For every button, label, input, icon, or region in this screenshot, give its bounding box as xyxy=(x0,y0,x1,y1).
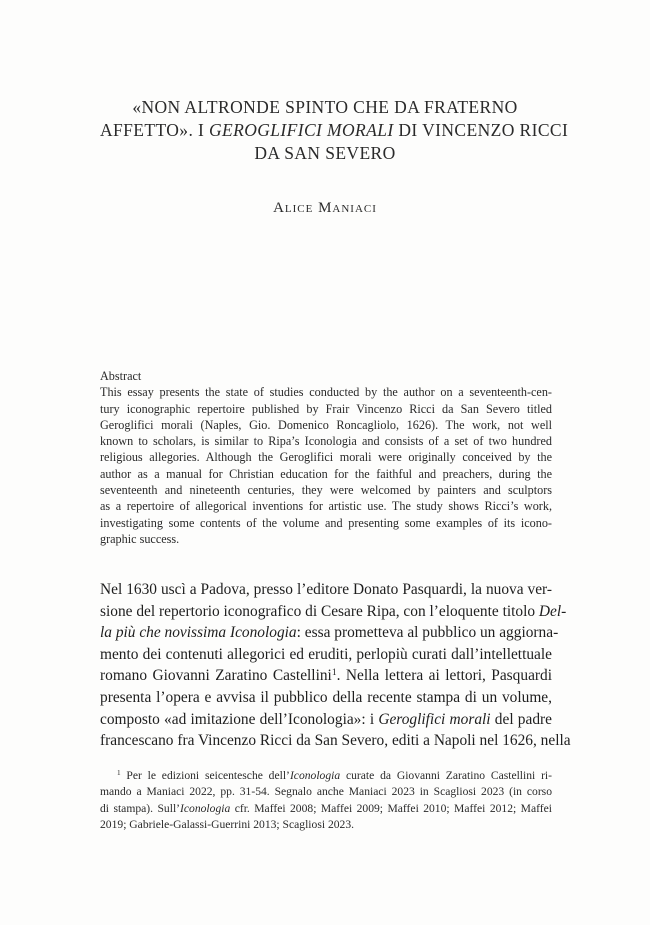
footnote-line xyxy=(100,801,552,817)
abstract-heading: Abstract xyxy=(100,369,142,383)
author-name: Alice Maniaci xyxy=(273,200,377,216)
body-line: mento dei contenuti allegorici ed eruditi, perlopiù curati dall’intellettuale xyxy=(100,645,552,663)
article-title xyxy=(100,96,569,165)
body-line xyxy=(100,665,552,687)
body-text: : essa prometteva al pubblico un aggiorna- xyxy=(296,624,559,642)
footnote-text: di stampa). Sull’ xyxy=(100,801,181,815)
title-text: DI VINCENZO RICCI xyxy=(393,120,569,140)
body-line xyxy=(100,601,567,623)
footnote-reference[interactable]: 1 xyxy=(331,667,337,679)
body-text: . Nella lettera ai lettori, Pasquardi xyxy=(336,667,552,685)
body-text: composto «ad imitazione dell’Iconologia»: i xyxy=(100,710,379,728)
body-line: francescano fra Vincenzo Ricci da San Severo, editi a Napoli nel 1626, nella xyxy=(100,732,571,750)
title-italic-text: GEROGLIFICI MORALI xyxy=(209,120,394,140)
body-italic-text: Del- xyxy=(538,602,567,620)
body-text: romano Giovanni Zaratino Castellini xyxy=(100,667,332,685)
footnote xyxy=(100,768,552,833)
footnote-text: curate da Giovanni Zaratino Castellini ri- xyxy=(340,769,553,782)
body-text: sione del repertorio iconografico di Cesare Ripa, con l’eloquente titolo xyxy=(100,602,539,620)
abstract-line: known to scholars, is similar to Ripa’s Iconologia and consists of a set of two hundred xyxy=(100,434,552,449)
abstract-line: Geroglifici morali (Naples, Gio. Domenico Roncagliolo, 1626). The work, not well xyxy=(100,417,552,432)
body-line xyxy=(100,622,559,644)
footnote-text: Per le edizioni seicentesche dell’ xyxy=(120,769,290,782)
body-text: del padre xyxy=(490,710,552,728)
abstract-line: religious allegories. Although the Geroglifici morali were originally conceived by the xyxy=(100,450,552,465)
abstract-line: seventeenth and nineteenth centuries, they were welcomed by painters and sculptors xyxy=(100,483,552,498)
body-italic-text: Geroglifici morali xyxy=(378,710,491,728)
body-line xyxy=(100,709,552,731)
title-line: DA SAN SEVERO xyxy=(254,143,396,163)
abstract-line: tury iconographic repertoire published by Frair Vincenzo Ricci da San Severo titled xyxy=(100,401,552,416)
footnote-text: cfr. Maffei 2008; Maffei 2009; Maffei 2010; Maffei 2012; Maffei xyxy=(230,801,552,815)
title-line xyxy=(100,119,569,142)
footnote-italic-text: Iconologia xyxy=(180,801,231,815)
abstract-line: graphic success. xyxy=(100,531,180,546)
footnote-italic-text: Iconologia xyxy=(289,769,341,782)
footnote-number: 1 xyxy=(117,769,121,778)
abstract-line: author as a manual for Christian education for the faithful and preachers, during the xyxy=(100,466,552,481)
abstract-line: as a repertoire of allegorical inventions for artistic use. The study shows Ricci’s work, xyxy=(100,499,552,514)
body-italic-text: la più che novissima Iconologia xyxy=(100,624,297,642)
abstract-section xyxy=(100,368,552,547)
title-line: «NON ALTRONDE SPINTO CHE DA FRATERNO xyxy=(132,97,518,117)
footnote-line: 2019; Gabriele-Galassi-Guerrini 2013; Scagliosi 2023. xyxy=(100,817,355,831)
body-line: Nel 1630 uscì a Padova, presso l’editore Donato Pasquardi, la nuova ver- xyxy=(100,581,552,598)
body-line: presenta l’opera e avvisa il pubblico della recente stampa di un volume, xyxy=(100,688,552,706)
abstract-line: investigating some contents of the volume and presenting some examples of its icono- xyxy=(100,515,552,530)
abstract-line: This essay presents the state of studies conducted by the author on a seventeenth-cen- xyxy=(100,385,552,400)
footnote-line: mando a Maniaci 2022, pp. 31-54. Segnalo anche Maniaci 2023 in Scagliosi 2023 (in corso xyxy=(100,785,552,799)
title-text: AFFETTO». I xyxy=(100,120,209,140)
footnote-line xyxy=(100,768,552,784)
body-paragraph xyxy=(100,579,571,752)
